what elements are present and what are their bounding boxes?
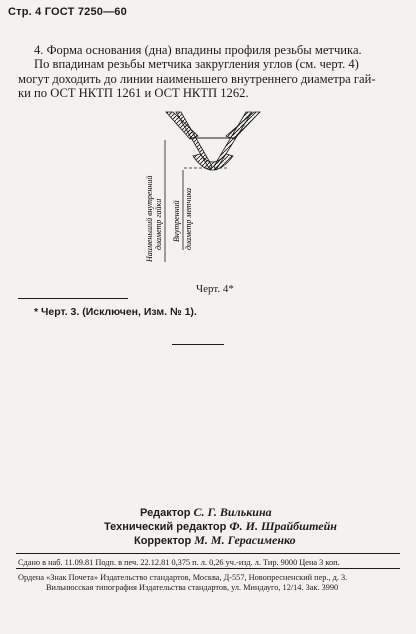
corrector-label: Корректор — [134, 535, 192, 547]
editor-label: Редактор — [140, 507, 191, 519]
tech-editor-label: Технический редактор — [104, 521, 227, 533]
page-header: Стр. 4 ГОСТ 7250—60 — [8, 6, 127, 18]
imprint-publisher: Ордена «Знак Почета» Издательство стандартов, Москва, Д-557, Новопресненский пер., д. 3. — [18, 573, 348, 582]
tech-editor-name: Ф. И. Шрайбштейн — [229, 519, 337, 533]
paragraph-line-3: могут доходить до линии наименьшего внутреннего диаметра гай- — [18, 72, 376, 86]
imprint-print-details: Сдано в наб. 11.09.81 Подп. в печ. 22.12.81 0,375 п. л. 0,26 уч.-изд. л. Тир. 9000 Цена 3 коп. — [18, 558, 340, 567]
corrector-credit — [134, 533, 296, 548]
imprint-divider-bottom — [16, 568, 400, 569]
thread-profile-drawing — [0, 100, 416, 280]
editor-credit — [140, 505, 272, 520]
imprint-printing-house: Вильнюсская типография Издательства стандартов, ул. Миндауго, 12/14. Зак. 3990 — [46, 583, 339, 592]
label-nut-line-1: Наименьший внутренний — [145, 175, 154, 262]
editor-name: С. Г. Вилькина — [193, 505, 272, 519]
figure-caption: Черт. 4* — [196, 283, 234, 295]
corrector-name: М. М. Герасименко — [194, 533, 296, 547]
paragraph-line-2: По впадинам резьбы метчика закругления углов (см. черт. 4) — [34, 57, 359, 71]
footnote-divider — [18, 298, 128, 299]
footnote: * Черт. 3. (Исключен, Изм. № 1). — [34, 306, 197, 318]
imprint-divider-top — [16, 553, 400, 554]
tech-editor-credit — [104, 519, 337, 534]
label-tap-line-1: Внутренний — [172, 200, 181, 242]
label-tap-line-2: диаметр метчика — [184, 187, 193, 250]
label-nut-line-2: диаметр гайки — [154, 198, 163, 250]
section-divider — [172, 344, 224, 345]
paragraph-line-1: 4. Форма основания (дна) впадины профиля резьбы метчика. — [34, 43, 362, 57]
paragraph-line-4: ки по ОСТ НКТП 1261 и ОСТ НКТП 1262. — [18, 86, 249, 100]
